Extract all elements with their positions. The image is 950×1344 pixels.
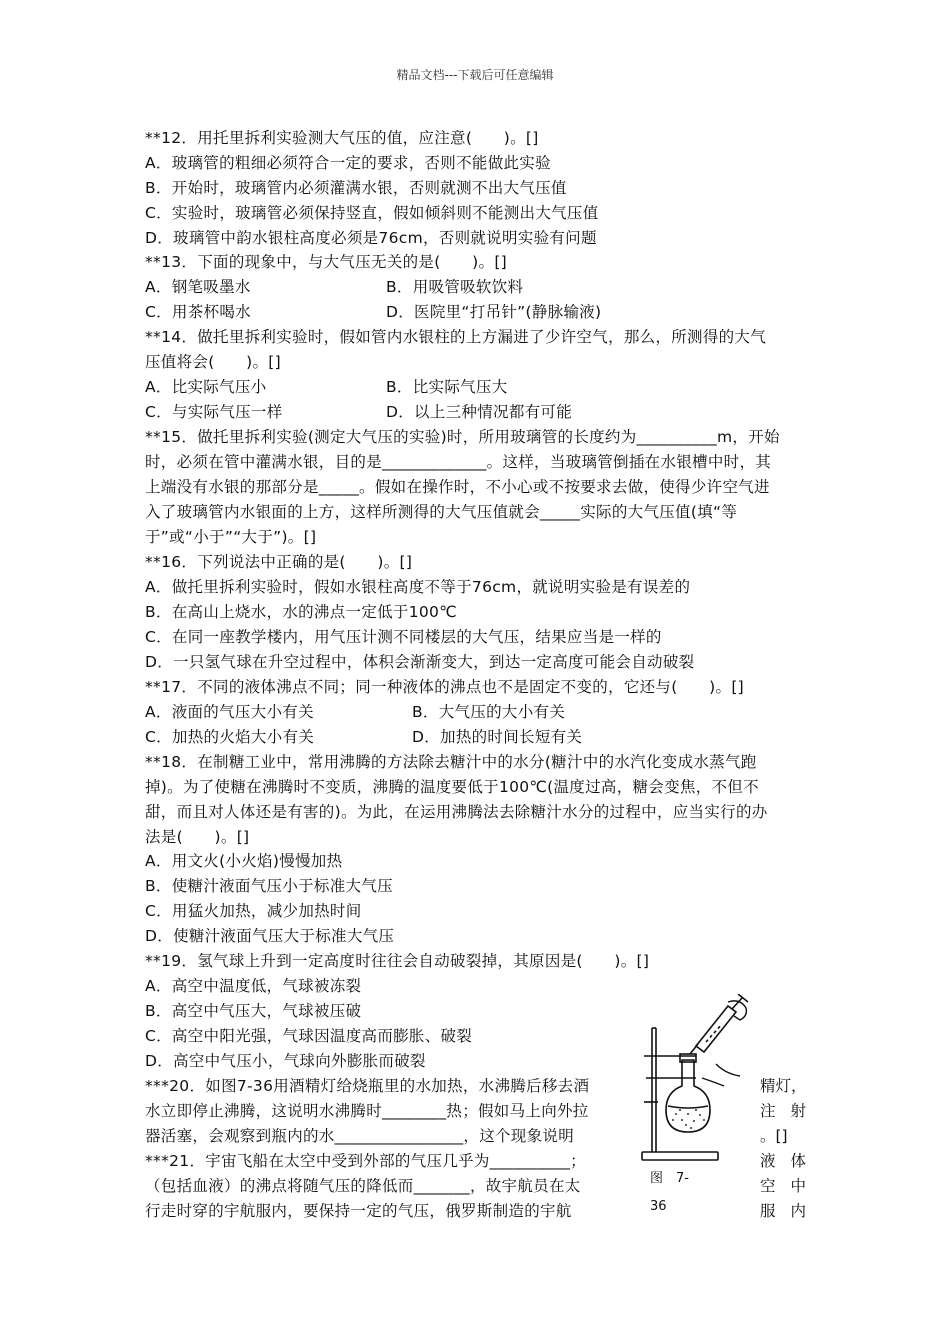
q19-option-a: A．高空中温度低，气球被冻裂 (145, 977, 362, 995)
q20-line3-right: 。[] (760, 1127, 788, 1145)
q18-option-a: A．用文火(小火焰)慢慢加热 (145, 852, 343, 870)
q17-option-a: A．液面的气压大小有关 (145, 703, 314, 721)
q16-option-d: D．一只氢气球在升空过程中，体积会渐渐变大，到达一定高度可能会自动破裂 (145, 653, 695, 671)
q16-option-c: C．在同一座教学楼内，用气压计测不同楼层的大气压，结果应当是一样的 (145, 628, 662, 646)
q20-line1: ***20．如图7-36用酒精灯给烧瓶里的水加热，水沸腾后移去酒 (145, 1077, 590, 1095)
q21-line1-right: 液体 (760, 1152, 806, 1170)
q21-line3: 行走时穿的宇航服内，要保持一定的气压，俄罗斯制造的宇航 (145, 1202, 572, 1220)
q15-line3: 上端没有水银的那部分是_____。假如在操作时，不小心或不按要求去做，使得少许空气进 (145, 478, 770, 496)
q14-option-c: C．与实际气压一样 (145, 403, 283, 421)
q18-option-b: B．使糖汁液面气压小于标准大气压 (145, 877, 393, 895)
q13-option-b: B．用吸管吸软饮料 (386, 278, 524, 296)
q12-option-b: B．开始时，玻璃管内必须灌满水银，否则就测不出大气压值 (145, 179, 567, 197)
q18-line1: **18．在制糖工业中，常用沸腾的方法除去糖汁中的水分(糖汁中的水汽化变成水蒸气跑 (145, 753, 757, 771)
q18-line4: 法是( )。[] (145, 828, 250, 846)
q18-option-c: C．用猛火加热，减少加热时间 (145, 902, 362, 920)
q20-line2-right: 注射 (760, 1102, 806, 1120)
q14-option-a: A．比实际气压小 (145, 378, 267, 396)
q12-option-d: D．玻璃管中韵水银柱高度必须是76cm，否则就说明实验有问题 (145, 229, 597, 247)
q18-option-d: D．使糖汁液面气压大于标准大气压 (145, 927, 395, 945)
q13-stem: **13．下面的现象中，与大气压无关的是( )。[] (145, 253, 508, 271)
q21-line3-right: 服内 (760, 1202, 806, 1220)
q16-option-b: B．在高山上烧水，水的沸点一定低于100℃ (145, 603, 457, 621)
q17-stem: **17．不同的液体沸点不同；同一种液体的沸点也不是固定不变的，它还与( )。[] (145, 678, 745, 696)
q14-stem-line2: 压值将会( )。[] (145, 353, 281, 371)
q13-option-a: A．钢笔吸墨水 (145, 278, 251, 296)
q15-line5: 于”或“小于”“大于”)。[] (145, 528, 317, 546)
q16-stem: **16．下列说法中正确的是( )。[] (145, 553, 413, 571)
q18-line3: 甜，而且对人体还是有害的)。为此，在运用沸腾法去除糖汁水分的过程中，应当实行的办 (145, 803, 768, 821)
q15-line1: **15．做托里拆利实验(测定大气压的实验)时，所用玻璃管的长度约为__________m，开始 (145, 428, 780, 446)
stand-base (642, 1152, 718, 1160)
q19-option-c: C．高空中阳光强，气球因温度高而膨胀、破裂 (145, 1027, 473, 1045)
water-dots (672, 1109, 705, 1129)
q14-option-d: D．以上三种情况都有可能 (386, 403, 573, 421)
q16-option-a: A．做托里拆利实验时，假如水银柱高度不等于76cm，就说明实验是有误差的 (145, 578, 691, 596)
boiling-flask-figure (636, 994, 752, 1166)
q13-option-c: C．用茶杯喝水 (145, 303, 251, 321)
q14-option-b: B．比实际气压大 (386, 378, 508, 396)
q12-option-a: A．玻璃管的粗细必须符合一定的要求，否则不能做此实验 (145, 154, 551, 172)
q19-option-b: B．高空中气压大，气球被压破 (145, 1002, 362, 1020)
syringe (690, 994, 748, 1054)
q21-line1: ***21．宇宙飞船在太空中受到外部的气压几乎为__________； (145, 1152, 586, 1170)
q17-option-d: D．加热的时间长短有关 (412, 728, 583, 746)
q21-line2: （包括血液）的沸点将随气压的降低而_______，故宇航员在太 (145, 1177, 581, 1195)
q20-line3: 器活塞，会观察到瓶内的水________________，这个现象说明 (145, 1127, 575, 1145)
q19-stem: **19．氢气球上升到一定高度时往往会自动破裂掉，其原因是( )。[] (145, 952, 650, 970)
q18-line2: 掉)。为了使糖在沸腾时不变质，沸腾的温度要低于100℃(温度过高，糖会变焦，不但不 (145, 778, 759, 796)
q17-option-c: C．加热的火焰大小有关 (145, 728, 315, 746)
q15-line4: 入了玻璃管内水银面的上方，这样所测得的大气压值就会_____实际的大气压值(填“等 (145, 503, 738, 521)
page-header: 精品文档---下载后可任意编辑 (396, 68, 554, 82)
q12-option-c: C．实验时，玻璃管必须保持竖直，假如倾斜则不能测出大气压值 (145, 204, 599, 222)
q14-stem-line1: **14．做托里拆利实验时，假如管内水银柱的上方漏进了少许空气，那么，所测得的大气 (145, 328, 767, 346)
figure-caption-line1: 图 7- (650, 1171, 689, 1186)
q12-stem: **12．用托里拆利实验测大气压的值，应注意( )。[] (145, 129, 539, 147)
q13-option-d: D．医院里“打吊针”(静脉输液) (386, 303, 602, 321)
q17-option-b: B．大气压的大小有关 (412, 703, 566, 721)
figure-caption-line2: 36 (650, 1199, 667, 1214)
q19-option-d: D．高空中气压小，气球向外膨胀而破裂 (145, 1052, 426, 1070)
q15-line2: 时，必须在管中灌满水银，目的是_____________。这样，当玻璃管倒插在水银槽中时，其 (145, 453, 772, 471)
q21-line2-right: 空中 (760, 1177, 806, 1195)
q20-line2: 水立即停止沸腾，这说明水沸腾时________热；假如马上向外拉 (145, 1102, 589, 1120)
flask (666, 1060, 710, 1132)
q20-line1-right: 精灯， (760, 1077, 807, 1095)
